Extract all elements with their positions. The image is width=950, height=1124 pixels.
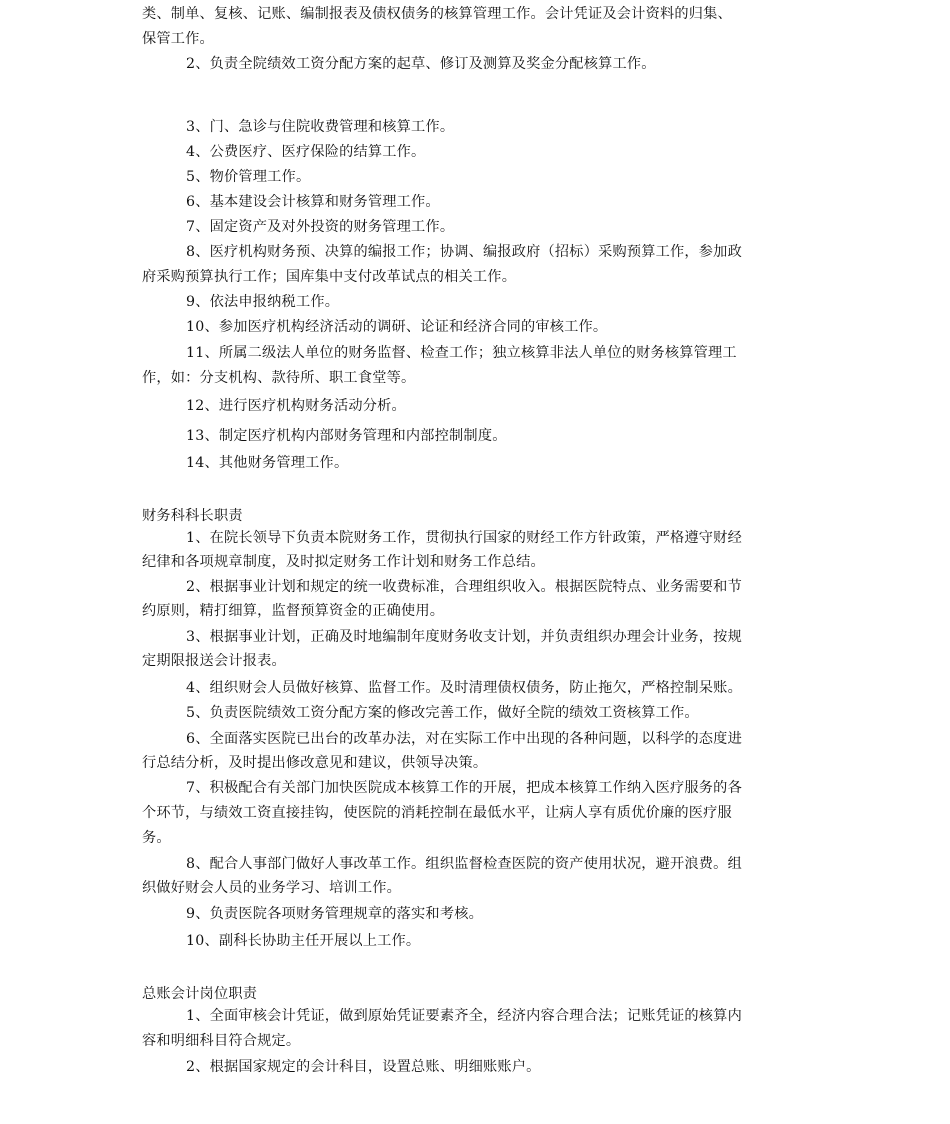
text-line: 12、进行医疗机构财务活动分析。 <box>186 398 406 414</box>
text-line: 6、基本建设会计核算和财务管理工作。 <box>186 194 440 210</box>
text-line: 2、根据国家规定的会计科目，设置总账、明细账账户。 <box>186 1059 541 1075</box>
text-line: 14、其他财务管理工作。 <box>186 455 349 471</box>
text-line: 8、医疗机构财务预、决算的编报工作；协调、编报政府（招标）采购预算工作，参加政 <box>186 244 742 260</box>
text-line: 府采购预算执行工作；国库集中支付改革试点的相关工作。 <box>142 269 517 285</box>
text-line: 5、负责医院绩效工资分配方案的修改完善工作，做好全院的绩效工资核算工作。 <box>186 705 699 721</box>
text-line: 4、组织财会人员做好核算、监督工作。及时清理债权债务，防止拖欠，严格控制呆账。 <box>186 680 742 696</box>
text-line: 约原则，精打细算，监督预算资金的正确使用。 <box>142 603 445 619</box>
text-line: 个环节，与绩效工资直接挂钩，使医院的消耗控制在最低水平，让病人享有质优价廉的医疗服 <box>142 805 732 821</box>
text-line: 1、在院长领导下负责本院财务工作，贯彻执行国家的财经工作方针政策，严格遵守财经 <box>186 530 742 546</box>
text-line: 2、根据事业计划和规定的统一收费标准，合理组织收入。根据医院特点、业务需要和节 <box>186 579 742 595</box>
text-line: 8、配合人事部门做好人事改革工作。组织监督检查医院的资产使用状况，避开浪费。组 <box>186 856 742 872</box>
text-line: 11、所属二级法人单位的财务监督、检查工作；独立核算非法人单位的财务核算管理工 <box>186 345 737 361</box>
text-line: 5、物价管理工作。 <box>186 169 311 185</box>
text-line: 保管工作。 <box>142 31 214 47</box>
section-heading: 总账会计岗位职责 <box>142 986 258 1002</box>
text-line: 容和明细科目符合规定。 <box>142 1033 301 1049</box>
text-line: 13、制定医疗机构内部财务管理和内部控制制度。 <box>186 428 507 444</box>
section-heading: 财务科科长职责 <box>142 508 243 524</box>
text-line: 9、依法申报纳税工作。 <box>186 294 340 310</box>
text-line: 10、参加医疗机构经济活动的调研、论证和经济合同的审核工作。 <box>186 319 608 335</box>
text-line: 定期限报送会计报表。 <box>142 653 286 669</box>
text-line: 纪律和各项规章制度，及时拟定财务工作计划和财务工作总结。 <box>142 554 545 570</box>
text-line: 6、全面落实医院已出台的改革办法，对在实际工作中出现的各种问题，以科学的态度进 <box>186 731 742 747</box>
text-line: 4、公费医疗、医疗保险的结算工作。 <box>186 144 426 160</box>
text-line: 3、根据事业计划，正确及时地编制年度财务收支计划，并负责组织办理会计业务，按规 <box>186 629 742 645</box>
text-line: 作，如：分支机构、款待所、职工食堂等。 <box>142 370 416 386</box>
text-line: 2、负责全院绩效工资分配方案的起草、修订及测算及奖金分配核算工作。 <box>186 56 656 72</box>
text-line: 3、门、急诊与住院收费管理和核算工作。 <box>186 119 455 135</box>
text-line: 织做好财会人员的业务学习、培训工作。 <box>142 880 401 896</box>
text-line: 1、全面审核会计凭证，做到原始凭证要素齐全，经济内容合理合法；记账凭证的核算内 <box>186 1008 742 1024</box>
text-line: 行总结分析，及时提出修改意见和建议，供领导决策。 <box>142 755 488 771</box>
text-line: 7、积极配合有关部门加快医院成本核算工作的开展，把成本核算工作纳入医疗服务的各 <box>186 780 742 796</box>
text-line: 7、固定资产及对外投资的财务管理工作。 <box>186 219 455 235</box>
text-line: 9、负责医院各项财务管理规章的落实和考核。 <box>186 906 483 922</box>
text-line: 类、制单、复核、记账、编制报表及债权债务的核算管理工作。会计凭证及会计资料的归集、 <box>142 6 732 22</box>
text-line: 10、副科长协助主任开展以上工作。 <box>186 933 421 949</box>
text-line: 务。 <box>142 830 171 846</box>
